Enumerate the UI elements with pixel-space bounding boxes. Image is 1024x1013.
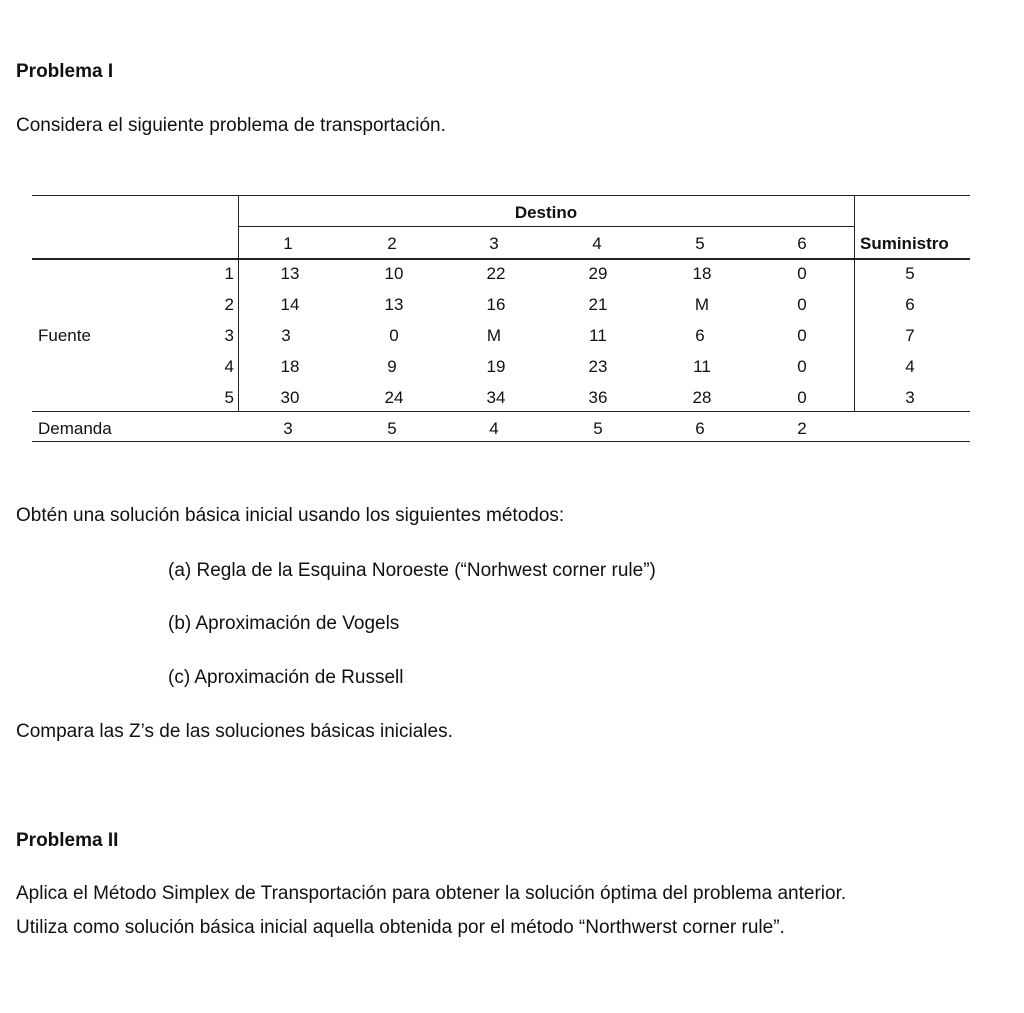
table-cell: 11 [589,326,607,345]
instructions-obtain: Obtén una solución básica inicial usando los siguientes métodos: [16,505,565,526]
table-cell: 30 [280,388,300,407]
supply-cell: 3 [905,388,915,407]
table-cell: 21 [588,295,608,314]
label-demanda: Demanda [38,419,112,438]
instructions-compare: Compara las Z’s de las soluciones básicas iniciales. [16,721,453,742]
table-cell: 29 [588,264,608,283]
table-bottom-border [32,441,970,442]
table-cell: 0 [797,326,807,345]
table-cell: 18 [280,357,300,376]
supply-cell: 6 [905,295,915,314]
table-cell: 0 [389,326,399,345]
table-cell: 3 [281,326,291,345]
label-fuente: Fuente [38,326,91,345]
destination-header-1: 1 [283,234,293,253]
destination-header-3: 3 [489,234,499,253]
header-bottom-border [32,258,970,260]
header-destino: Destino [514,203,578,222]
table-cell: 24 [384,388,404,407]
supply-cell: 7 [905,326,915,345]
table-cell: 13 [384,295,404,314]
table-cell: 23 [588,357,608,376]
method-a: (a) Regla de la Esquina Noroeste (“Norhwest corner rule”) [168,560,656,581]
table-cell: 34 [486,388,506,407]
source-number-3: 3 [224,326,234,345]
problem-1-intro: Considera el siguiente problema de transportación. [16,115,446,136]
table-cell: 36 [588,388,608,407]
method-c: (c) Aproximación de Russell [168,667,404,688]
table-cell: 0 [797,264,807,283]
demand-cell: 2 [797,419,807,438]
source-number-5: 5 [224,388,234,407]
source-number-divider [238,195,239,411]
table-cell: 10 [384,264,404,283]
table-cell: 6 [695,326,705,345]
source-number-4: 4 [224,357,234,376]
problem-2-title: Problema II [16,830,119,851]
destination-header-5: 5 [695,234,705,253]
table-cell: 0 [797,295,807,314]
demand-cell: 3 [283,419,293,438]
table-cell: M [486,326,502,345]
table-cell: 0 [797,357,807,376]
table-cell: M [694,295,710,314]
demand-cell: 6 [695,419,705,438]
destination-header-6: 6 [797,234,807,253]
problem-2-line-1: Aplica el Método Simplex de Transportación para obtener la solución óptima del problema anterior. [16,883,847,904]
body-bottom-border [32,411,970,412]
header-suministro: Suministro [860,234,949,253]
table-cell: 11 [693,357,711,376]
table-cell: 14 [280,295,300,314]
table-cell: 28 [692,388,712,407]
method-b: (b) Aproximación de Vogels [168,613,400,634]
table-cell: 13 [280,264,300,283]
supply-cell: 5 [905,264,915,283]
source-number-2: 2 [224,295,234,314]
table-cell: 0 [797,388,807,407]
demand-cell: 5 [387,419,397,438]
destination-header-4: 4 [592,234,602,253]
table-top-border [32,195,970,196]
problem-2-line-2: Utiliza como solución básica inicial aquella obtenida por el método “Northwerst corner rule”. [16,917,785,938]
problem-1-title: Problema I [16,61,114,82]
table-cell: 18 [692,264,712,283]
supply-cell: 4 [905,357,915,376]
table-cell: 9 [387,357,397,376]
supply-divider [854,195,855,411]
table-cell: 19 [486,357,506,376]
demand-cell: 5 [593,419,603,438]
table-cell: 22 [486,264,506,283]
destino-underline [238,226,854,227]
destination-header-2: 2 [387,234,397,253]
demand-cell: 4 [489,419,499,438]
table-cell: 16 [486,295,506,314]
source-number-1: 1 [224,264,234,283]
